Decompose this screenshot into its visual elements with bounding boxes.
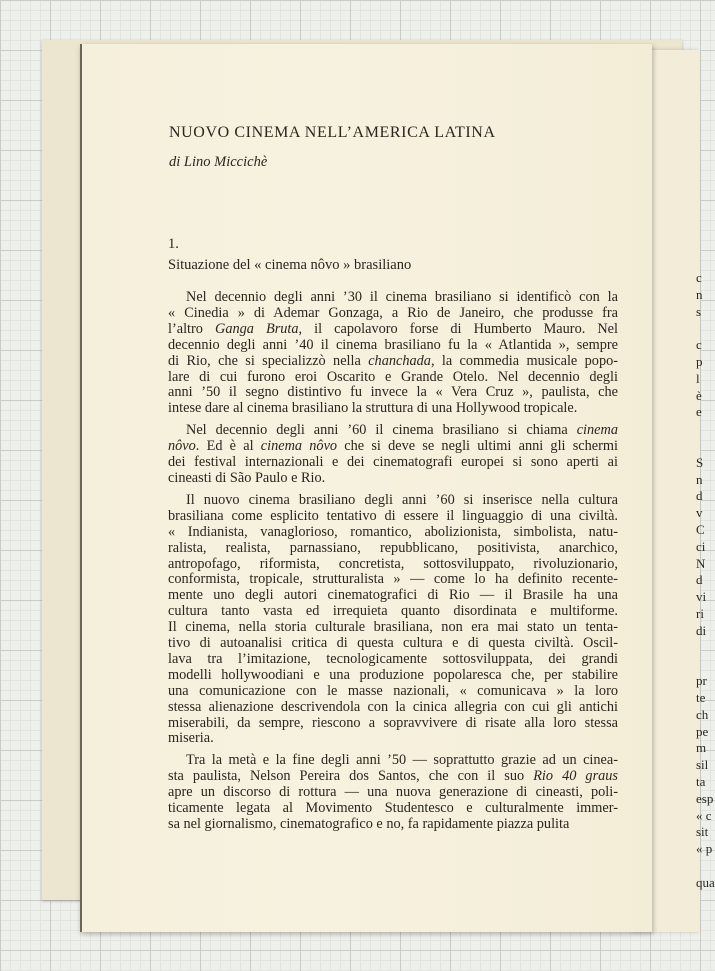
text-line: « Indianista, vanaglorioso, romantico, abolizionista, simbolista, natu- <box>168 523 618 540</box>
text-line: « Cinedia » di Ademar Gonzaga, a Rio de Janeiro, che produsse fra <box>168 304 618 321</box>
text-line: di Rio, che si specializzò nella chanchada, la commedia musicale popo- <box>168 352 618 369</box>
text-line: brasiliana come esplicito tentativo di essere il linguaggio di una civiltà. <box>168 507 618 524</box>
article-body <box>168 290 618 836</box>
text-line: apre un discorso di rottura — una nuova generazione di cineasti, poli- <box>168 784 618 801</box>
text-line: Tra la metà e la fine degli anni ’50 — soprattutto grazie ad un cinea- <box>186 752 618 769</box>
text-line: miserabili, da sempre, riescono a sopravvivere di risate alla loro stessa <box>168 714 618 731</box>
text-line: cineasti di São Paulo e Rio. <box>168 469 326 486</box>
document-page <box>80 44 652 932</box>
paragraph <box>168 290 618 417</box>
text-line: Il cinema, nella storia culturale brasiliana, non era mai stato un tenta- <box>168 619 618 636</box>
text-line: lava tra l’imitazione, tecnologicamente sottosviluppata, dei grandi <box>168 650 618 667</box>
text-line: l’altro Ganga Bruta, il capolavoro forse di Humberto Mauro. Nel <box>168 320 618 337</box>
paragraph <box>168 493 618 748</box>
text-line: intese dare al cinema brasiliano la struttura di una Hollywood tropicale. <box>168 400 578 417</box>
text-line: modelli hollywoodiani e una produzione popolaresca che, per stabilire <box>168 666 618 683</box>
section-title: Situazione del « cinema nôvo » brasiliano <box>168 257 412 273</box>
paragraph <box>168 753 618 833</box>
text-line: Il nuovo cinema brasiliano degli anni ’60 si inserisce nella cultura <box>186 491 618 508</box>
text-line: decennio degli anni ’40 il cinema brasiliano fu la « Atlantida », sempre <box>168 336 618 353</box>
text-line: anni ’50 il segno distintivo fu invece la « Vera Cruz », paulista, che <box>168 384 618 401</box>
text-line: mente uno degli autori cinematografici di Rio — il Brasile ha una <box>168 587 618 604</box>
text-line: Nel decennio degli anni ’60 il cinema brasiliano si chiama cinema <box>186 422 618 439</box>
text-line: miseria. <box>168 730 214 747</box>
text-line: stessa alienazione descrivendola con la cinica allegria con cui gli antichi <box>168 698 618 715</box>
section-number: 1. <box>168 236 179 252</box>
paragraph <box>168 423 618 487</box>
text-line: ralista, realista, parnassiano, repubblicano, positivista, anarchico, <box>168 539 618 556</box>
text-line: tivo di autoanalisi critica di questa cultura e di questa civiltà. Oscil- <box>168 635 618 652</box>
text-line: conformista, tropicale, strutturalista » — come lo ha definito recente- <box>168 571 618 588</box>
text-line: sta paulista, Nelson Pereira dos Santos, che con il suo Rio 40 graus <box>168 768 618 785</box>
text-line: una comunicazione con le masse nazionali, « comunicava » la loro <box>168 682 618 699</box>
text-line: nôvo. Ed è al cinema nôvo che si deve se negli ultimi anni gli schermi <box>168 438 618 455</box>
text-line: dei festival internazionali e dei cinematografi europei si sono aperti ai <box>168 454 618 471</box>
text-line: antropofago, riformista, concretista, sottosviluppato, rivoluzionario, <box>168 555 618 572</box>
article-title: NUOVO CINEMA NELL’AMERICA LATINA <box>169 124 496 141</box>
facing-page-text: c n s c p l è e S n d v C ci N d vi ri di pr te ch pe m sil ta esp « c sit « p qua <box>696 270 715 890</box>
article-author: di Lino Miccichè <box>169 154 268 170</box>
text-line: ticamente legata al Movimento Studentesco e culturalmente immer- <box>168 800 618 817</box>
text-line: sa nel giornalismo, cinematografico e no, fa rapidamente piazza pulita <box>168 816 570 832</box>
text-line: Nel decennio degli anni ’30 il cinema brasiliano si identificò con la <box>186 289 618 305</box>
text-line: lare di cui furono eroi Oscarito e Grande Otelo. Nel decennio degli <box>168 368 618 385</box>
text-line: cultura tanto vasta ed irrequieta quanto disordinata e multiforme. <box>168 603 618 620</box>
